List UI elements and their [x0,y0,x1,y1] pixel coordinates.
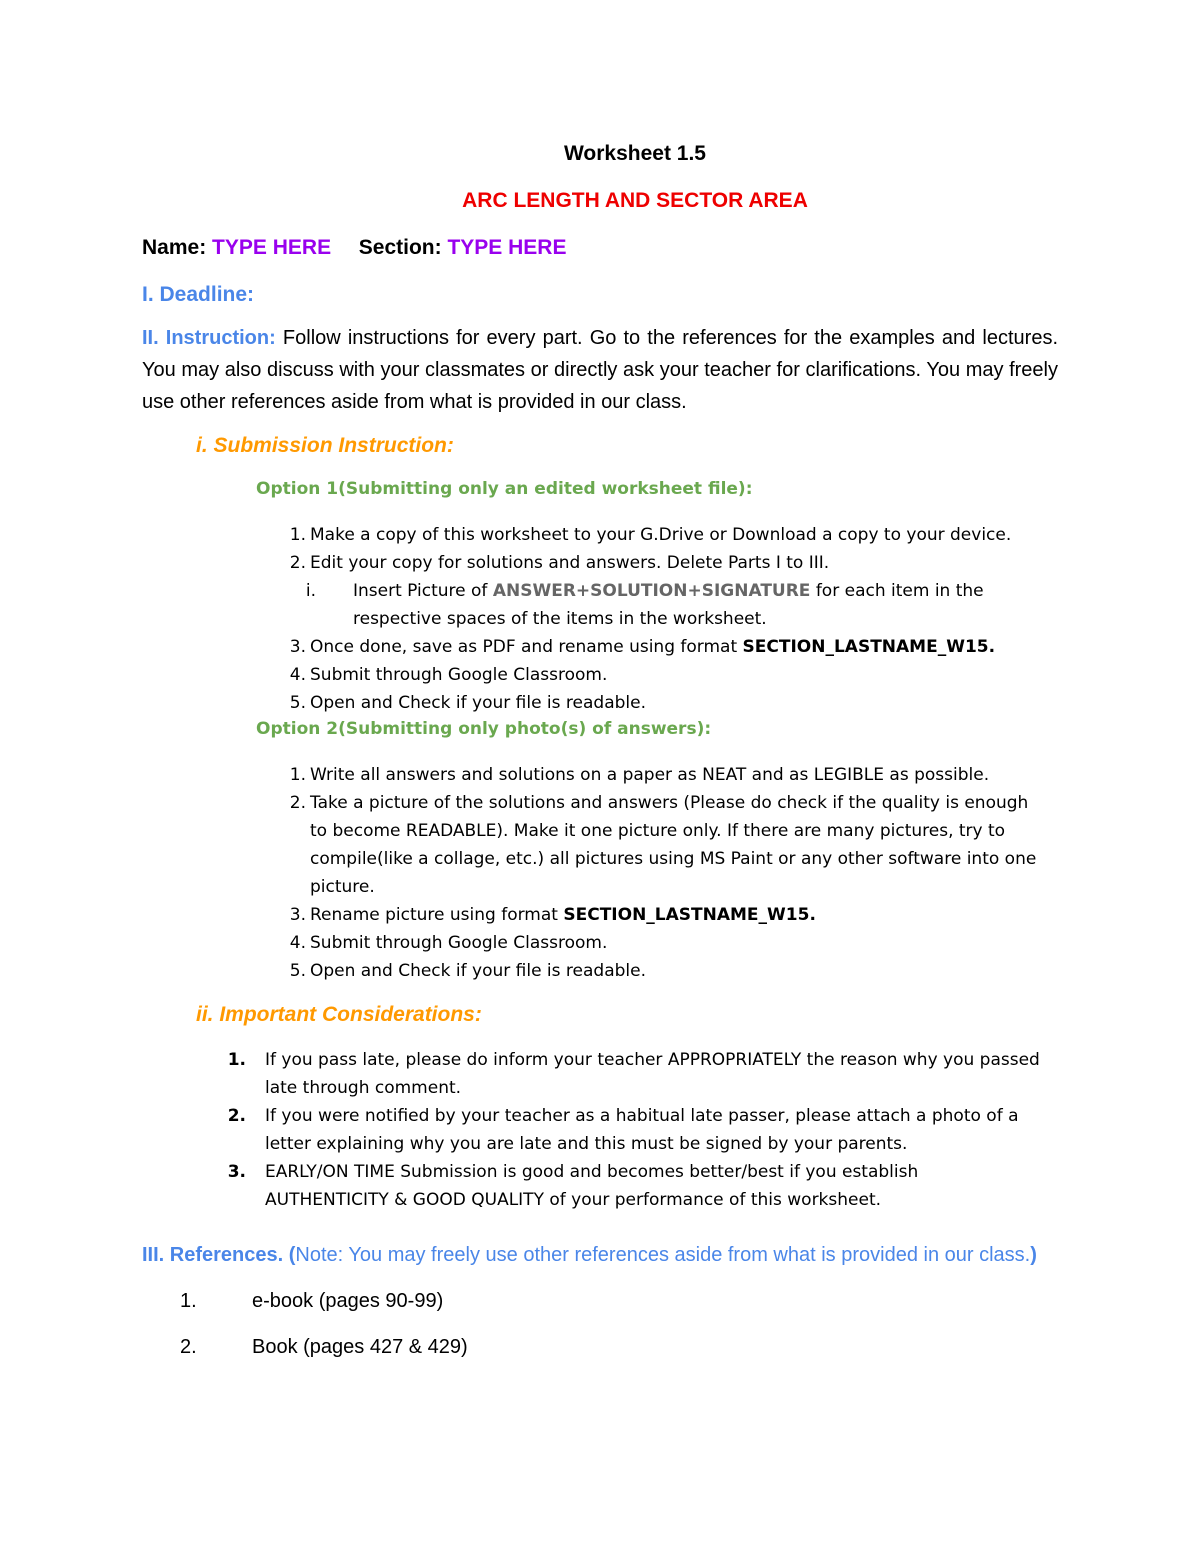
list-number: 5. [289,693,306,713]
deadline-heading: I. Deadline: [142,283,255,306]
list-number: 2. [289,793,306,813]
list-number: 1. [289,525,306,545]
considerations-heading: ii. Important Considerations: [196,1003,482,1026]
list-text: Take a picture of the solutions and answers (Please do check if the quality is enough [310,793,1029,813]
list-number: 4. [289,665,306,685]
list-text: If you pass late, please do inform your teacher APPROPRIATELY the reason why you passed [265,1050,1040,1070]
list-text: If you were notified by your teacher as a habitual late passer, please attach a photo of a [265,1106,1019,1126]
list-number: i. [305,581,316,601]
name-line [142,236,566,260]
list-text [353,577,984,605]
consideration-item-1-line2: late through comment. [265,1078,462,1098]
instruction-text: Follow instructions for every part. Go to the references for the examples and lectures. You may also discuss with your classmates or directly ask your teacher for clarifications. You may freely use other references aside from what is provided in our class. [142,327,1059,413]
section-field[interactable]: TYPE HERE [447,236,567,259]
list-number: 4. [289,933,306,953]
item-pre: Once done, save as PDF and rename using format [310,637,743,657]
submission-heading: i. Submission Instruction: [196,434,454,457]
item-bold: SECTION_LASTNAME_W15. [563,905,816,925]
list-text [310,633,995,661]
list-number: 5. [289,961,306,981]
list-number: 2. [289,553,306,573]
section-label: Section: [358,236,442,259]
name-label: Name: [142,236,207,259]
list-text: Make a copy of this worksheet to your G.Drive or Download a copy to your device. [310,525,1012,545]
instruction-paragraph [142,322,1058,418]
option1-heading: Option 1(Submitting only an edited worksheet file): [256,479,753,499]
references-close: ) [1030,1244,1037,1266]
list-number: 3. [289,637,306,657]
list-text: Submit through Google Classroom. [310,665,608,685]
consideration-item-3-line2: AUTHENTICITY & GOOD QUALITY of your performance of this worksheet. [265,1190,882,1210]
references-heading [142,1244,1037,1267]
item-pre: Rename picture using format [310,905,564,925]
list-text [310,901,816,929]
worksheet-title: Worksheet 1.5 [563,142,706,165]
reference-text: Book (pages 427 & 429) [252,1336,468,1358]
instruction-label: II. Instruction: [142,327,276,349]
list-text: Write all answers and solutions on a paper as NEAT and as LEGIBLE as possible. [310,765,990,785]
option1-subitem-i-line2: respective spaces of the items in the worksheet. [353,609,767,629]
option2-heading: Option 2(Submitting only photo(s) of answers): [256,719,712,739]
list-number: 2. [227,1106,246,1126]
option2-item-2-line4: picture. [310,877,375,897]
list-text: Edit your copy for solutions and answers. Delete Parts I to III. [310,553,830,573]
list-text: Submit through Google Classroom. [310,933,608,953]
list-number: 1. [227,1050,246,1070]
reference-text: e-book (pages 90-99) [252,1290,444,1312]
name-field[interactable]: TYPE HERE [212,236,332,259]
reference-item-2 [180,1336,468,1359]
list-number: 1. [289,765,306,785]
list-number: 1. [180,1290,197,1312]
subitem-bold: ANSWER+SOLUTION+SIGNATURE [492,581,811,601]
references-note: Note: You may freely use other references aside from what is provided in our class. [295,1244,1031,1266]
references-label: III. References. ( [142,1244,296,1266]
list-number: 3. [289,905,306,925]
list-number: 2. [180,1336,197,1358]
subitem-pre: Insert Picture of [353,581,493,601]
option2-item-2-line2: to become READABLE). Make it one picture only. If there are many pictures, try to [310,821,1006,841]
reference-item-1 [180,1290,443,1313]
list-number: 3. [227,1162,246,1182]
list-text: Open and Check if your file is readable. [310,961,646,981]
subitem-post: for each item in the [810,581,984,601]
consideration-item-2-line2: letter explaining why you are late and this must be signed by your parents. [265,1134,908,1154]
worksheet-subtitle: ARC LENGTH AND SECTOR AREA [462,189,808,212]
item-bold: SECTION_LASTNAME_W15. [742,637,996,657]
option2-item-2-line3: compile(like a collage, etc.) all pictures using MS Paint or any other software into one [310,849,1037,869]
list-text: EARLY/ON TIME Submission is good and becomes better/best if you establish [265,1162,919,1182]
list-text: Open and Check if your file is readable. [310,693,646,713]
